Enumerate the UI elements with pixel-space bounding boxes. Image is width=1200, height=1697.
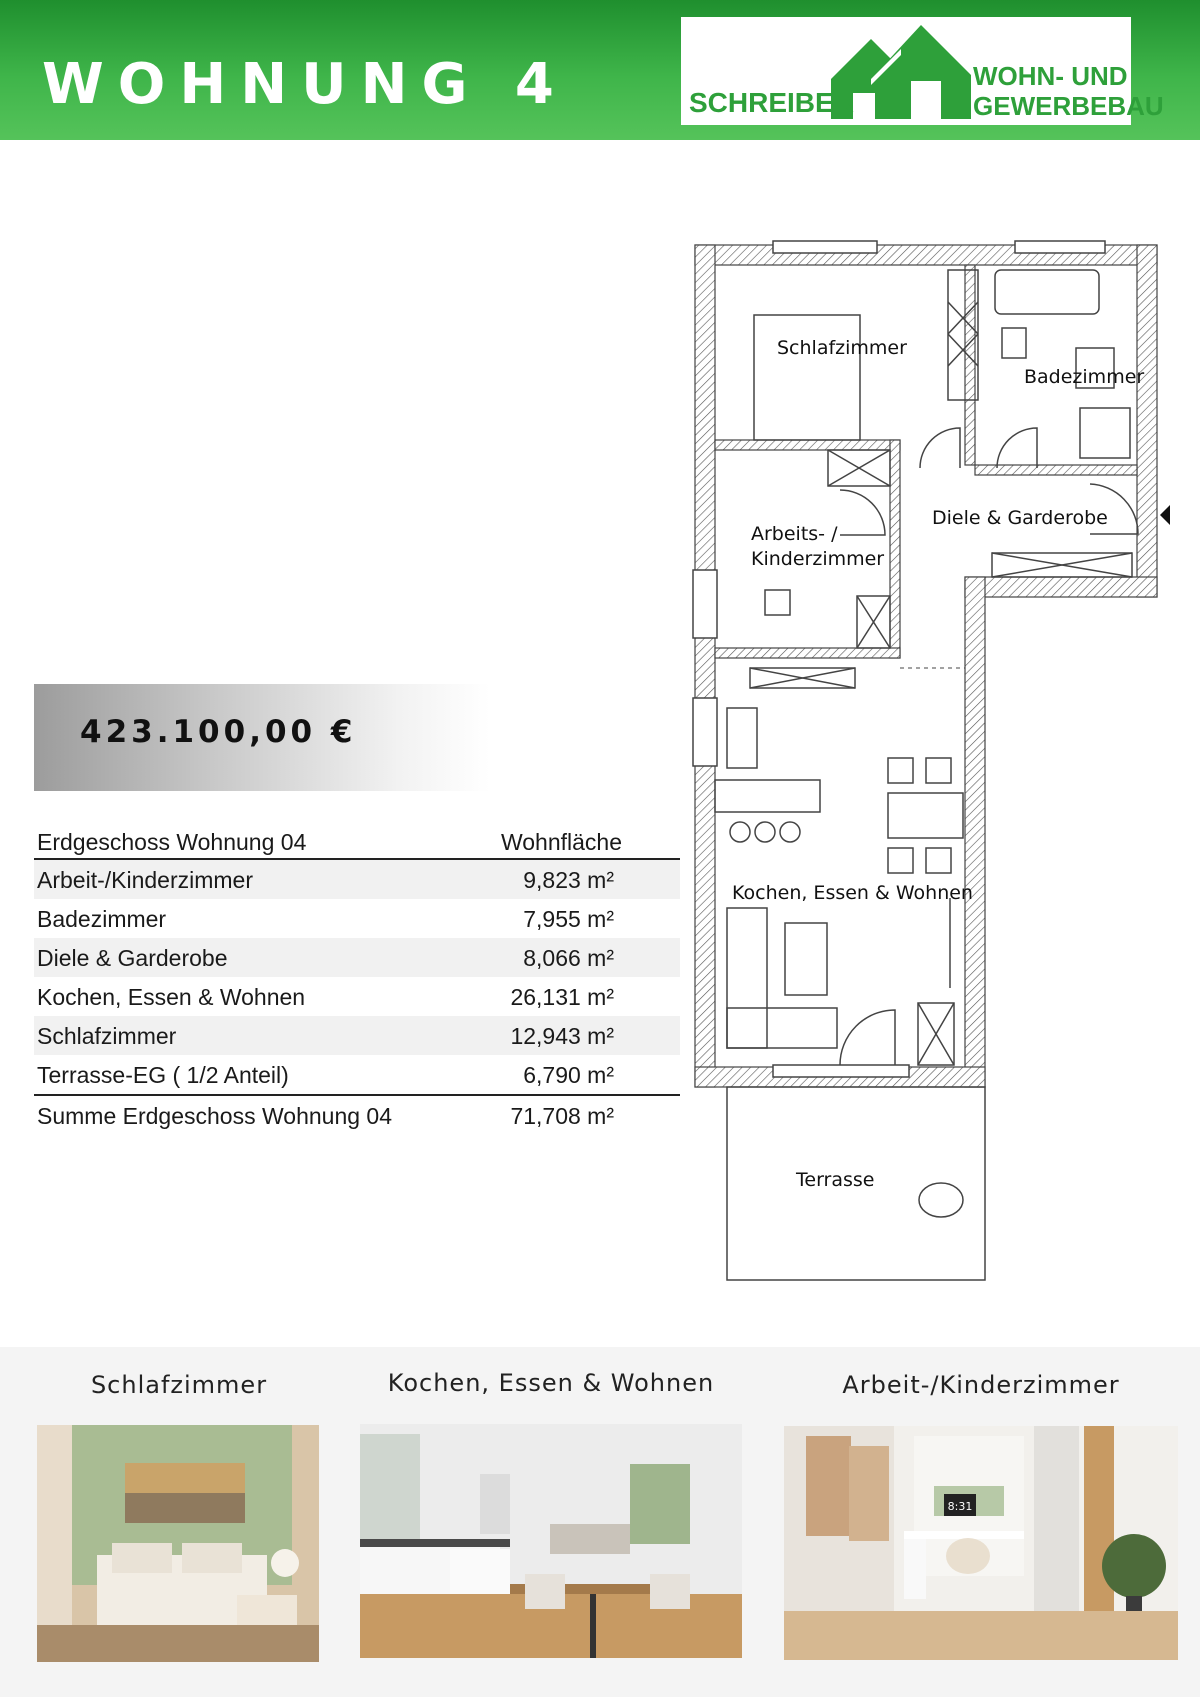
plan-label-arbeits-2: Kinderzimmer [751,548,885,570]
logo-text-schreiber: SCHREIBER [689,87,854,118]
plan-label-schlafzimmer: Schlafzimmer [777,337,907,359]
floor-plan [690,228,1170,1298]
table-row [34,899,680,938]
plan-label-arbeits-1: Arbeits- / [751,523,838,545]
table-row [34,938,680,977]
room-name: Kochen, Essen & Wohnen [37,984,306,1010]
entrance-arrow-icon [1160,505,1170,525]
room-name: Schlafzimmer [37,1023,177,1049]
room-name: Diele & Garderobe [37,945,228,971]
bedroom-photo [37,1425,319,1662]
sum-area: 71,708 m² [510,1103,614,1129]
price-value: 423.100,00 € [80,714,357,750]
plan-label-diele: Diele & Garderobe [932,507,1108,529]
company-logo [681,17,1164,125]
gallery-caption: Arbeit-/Kinderzimmer [842,1371,1120,1399]
price-box [34,684,490,791]
area-table [34,822,680,1135]
room-name: Terrasse-EG ( 1/2 Anteil) [37,1062,289,1088]
room-area: 6,790 m² [523,1062,614,1088]
room-name: Badezimmer [37,906,167,932]
kitchen-living-photo [360,1424,742,1658]
room-area: 8,066 m² [523,945,614,971]
table-row [34,1055,680,1094]
room-area: 26,131 m² [510,984,614,1010]
table-header [34,822,680,860]
logo-text-wohn: WOHN- UND [973,61,1128,91]
table-header-name: Erdgeschoss Wohnung 04 [37,829,307,855]
page-title: WOHNUNG 4 [42,52,568,117]
sum-name: Summe Erdgeschoss Wohnung 04 [37,1103,392,1129]
room-name: Arbeit-/Kinderzimmer [37,867,253,893]
office-photo [784,1426,1178,1660]
monitor-clock: 8:31 [947,1500,973,1513]
table-row [34,860,680,899]
gallery-caption: Schlafzimmer [90,1371,268,1399]
table-row [34,1016,680,1055]
logo-text-gewerbebau: GEWERBEBAU [973,91,1164,121]
gallery-caption: Kochen, Essen & Wohnen [387,1369,715,1397]
plan-label-terrasse: Terrasse [796,1169,875,1191]
table-row [34,977,680,1016]
header-banner [0,0,1200,140]
room-area: 9,823 m² [523,867,614,893]
room-area: 7,955 m² [523,906,614,932]
table-sum-row [34,1094,680,1135]
plan-label-badezimmer: Badezimmer [1024,366,1145,388]
photo-gallery [0,1347,1200,1697]
room-area: 12,943 m² [510,1023,614,1049]
plan-label-kochen: Kochen, Essen & Wohnen [732,882,973,904]
table-header-value: Wohnfläche [500,829,622,855]
